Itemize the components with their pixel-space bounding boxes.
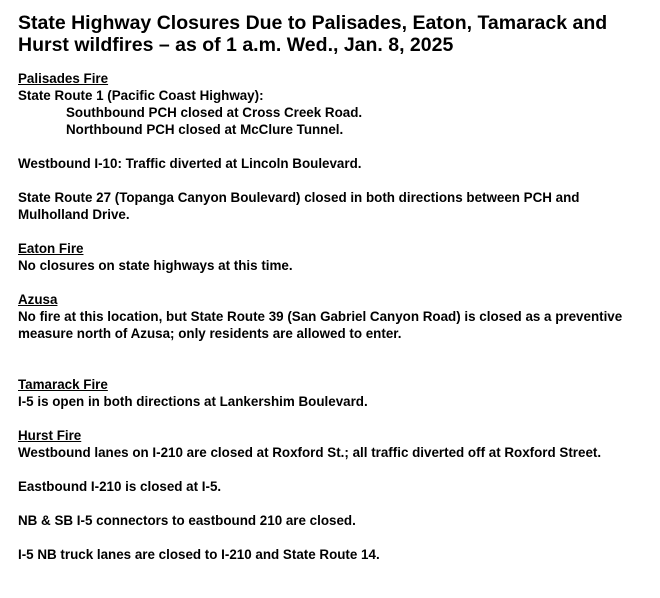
- document-title: State Highway Closures Due to Palisades, Eaton, Tamarack and Hurst wildfires – as of 1 a.m. Wed., Jan. 8, 2025: [18, 12, 608, 56]
- palisades-fire-heading: Palisades Fire: [18, 71, 109, 86]
- azusa-status: No fire at this location, but State Route 39 (San Gabriel Canyon Road) is closed as a preventive measure north of Azusa; only residents are allowed to enter.: [18, 309, 623, 341]
- i10-closure: Westbound I-10: Traffic diverted at Lincoln Boulevard.: [18, 156, 362, 171]
- spacer: [18, 138, 648, 155]
- spacer: [18, 274, 648, 291]
- azusa-heading: Azusa: [18, 292, 58, 307]
- spacer: [18, 495, 648, 512]
- southbound-pch-closure: Southbound PCH closed at Cross Creek Road.: [66, 105, 363, 120]
- spacer: [18, 223, 648, 240]
- i5-connectors-closure: NB & SB I-5 connectors to eastbound 210 are closed.: [18, 513, 356, 528]
- i210-eastbound-closure: Eastbound I-210 is closed at I-5.: [18, 479, 222, 494]
- document: [18, 12, 648, 563]
- eaton-fire-status: No closures on state highways at this time.: [18, 258, 293, 273]
- spacer: [18, 172, 648, 189]
- northbound-pch-closure: Northbound PCH closed at McClure Tunnel.: [66, 122, 344, 137]
- spacer: [18, 461, 648, 478]
- tamarack-fire-heading: Tamarack Fire: [18, 377, 108, 392]
- spacer: [18, 529, 648, 546]
- spacer: [18, 342, 648, 376]
- i5-truck-lanes-closure: I-5 NB truck lanes are closed to I-210 and State Route 14.: [18, 547, 380, 562]
- i210-westbound-closure: Westbound lanes on I-210 are closed at Roxford St.; all traffic diverted off at Roxford Street.: [18, 445, 602, 460]
- sr27-closure: State Route 27 (Topanga Canyon Boulevard) closed in both directions between PCH and Mulholland Drive.: [18, 190, 580, 222]
- hurst-fire-heading: Hurst Fire: [18, 428, 82, 443]
- tamarack-fire-status: I-5 is open in both directions at Lankershim Boulevard.: [18, 394, 368, 409]
- sr1-label: State Route 1 (Pacific Coast Highway):: [18, 88, 264, 103]
- spacer: [18, 410, 648, 427]
- eaton-fire-heading: Eaton Fire: [18, 241, 84, 256]
